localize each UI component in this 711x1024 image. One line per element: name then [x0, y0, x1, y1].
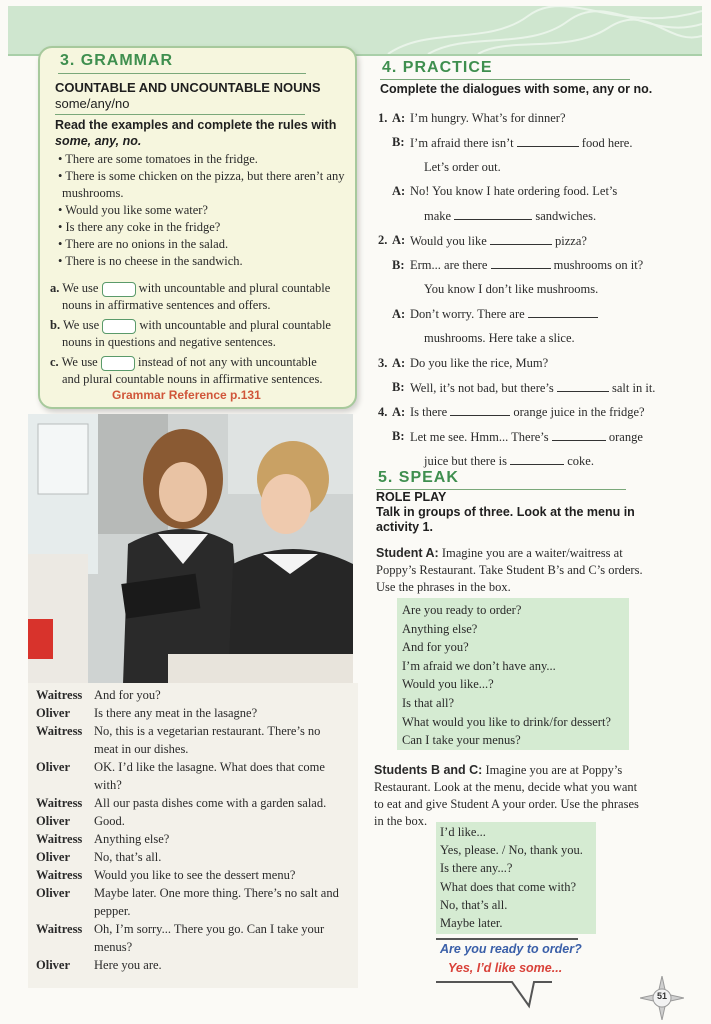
- practice-instruction: Complete the dialogues with some, any or no.: [380, 82, 653, 96]
- speaker-label: B:: [392, 380, 405, 395]
- speak-heading: 5. SPEAK: [378, 469, 459, 486]
- phrase-item: Are you ready to order?: [402, 603, 522, 617]
- example-line: • There are some tomatoes in the fridge.: [58, 152, 258, 166]
- dialogue-line: pepper.: [94, 904, 131, 918]
- phrase-item: Is there any...?: [440, 861, 513, 876]
- answer-blank[interactable]: [490, 233, 552, 245]
- practice-line: [378, 180, 688, 205]
- answer-blank[interactable]: [450, 404, 510, 416]
- dialogue-speaker: Oliver: [36, 886, 71, 900]
- practice-text: [410, 306, 598, 322]
- rule-post: with uncountable and plural countable: [139, 318, 331, 332]
- practice-line: [378, 106, 688, 131]
- dialogue-speaker: Waitress: [36, 868, 83, 882]
- student-a-text: Imagine you are a waiter/waitress at: [441, 546, 623, 560]
- dialogue-line: Anything else?: [94, 832, 170, 846]
- grammar-rule-2: [55, 114, 305, 115]
- dialogue-row: [36, 956, 358, 974]
- practice-text: [410, 233, 587, 249]
- phrase-item: Anything else?: [402, 621, 478, 636]
- item-number: 3.: [378, 355, 388, 370]
- rule-c: [50, 354, 350, 371]
- dialogue-text: [94, 686, 358, 704]
- student-bc-text: to eat and give Student A your order. Use the phrases: [374, 797, 639, 811]
- speaker-label: A:: [392, 110, 406, 125]
- student-bc-text: Imagine you are at Poppy’s: [485, 763, 623, 777]
- dialogue-text: [94, 812, 358, 830]
- text-before-blank: Don’t worry. There are: [410, 307, 525, 322]
- item-number: 2.: [378, 233, 388, 248]
- speak-instruction: Talk in groups of three. Look at the menu in activity 1.: [376, 505, 635, 534]
- rule-pre: We use: [62, 318, 100, 332]
- dialogue-speaker: Oliver: [36, 706, 71, 720]
- example-line: • Would you like some water?: [58, 203, 208, 217]
- dialogue-text: [94, 848, 358, 866]
- dialogue-row: [36, 848, 358, 866]
- grammar-instruction-2: some, any, no.: [55, 134, 142, 148]
- grammar-subtitle: some/any/no: [55, 96, 130, 111]
- phrase-item: Would you like...?: [402, 677, 494, 692]
- dialogue-text: [94, 920, 358, 956]
- bubble-question: Are you ready to order?: [440, 942, 582, 956]
- practice-text: Do you like the rice, Mum?: [410, 355, 549, 370]
- phrase-item: Maybe later.: [440, 916, 503, 931]
- student-bc-block: [374, 762, 639, 830]
- example-line: mushrooms.: [62, 186, 124, 200]
- dialogue-row: [36, 920, 358, 956]
- dialogue: [36, 686, 358, 974]
- answer-blank[interactable]: [510, 453, 564, 465]
- grammar-reference-link[interactable]: Grammar Reference p.131: [112, 388, 261, 402]
- text-after-blank: coke.: [567, 454, 594, 469]
- example-line: • There are no onions in the salad.: [58, 237, 229, 251]
- grammar-rules: [50, 280, 350, 388]
- practice-line: [378, 376, 688, 401]
- text-after-blank: mushrooms on it?: [553, 258, 644, 273]
- text-after-blank: pizza?: [555, 233, 587, 248]
- text-before-blank: Would you like: [410, 233, 487, 248]
- text-after-blank: sandwiches.: [535, 209, 597, 224]
- practice-text: [410, 208, 596, 224]
- dialogue-row: [36, 812, 358, 830]
- answer-blank[interactable]: [528, 306, 598, 318]
- dialogue-speaker: Oliver: [36, 958, 71, 972]
- practice-text: No! You know I hate ordering food. Let’s: [410, 184, 618, 199]
- answer-blank[interactable]: [557, 380, 609, 392]
- dialogue-line: menus?: [94, 940, 133, 954]
- photo-illustration: [28, 414, 353, 684]
- speaker-label: B:: [392, 257, 405, 272]
- grammar-rule: [58, 73, 306, 74]
- example-line: • There is some chicken on the pizza, but there aren’t any: [58, 169, 345, 183]
- student-a-text: Use the phrases in the box.: [376, 580, 511, 594]
- bubble-top-line: [436, 938, 578, 940]
- bubble-answer: Yes, I’d like some...: [448, 961, 563, 975]
- dialogue-line: Maybe later. One more thing. There’s no salt and: [94, 886, 339, 900]
- practice-rule: [380, 79, 630, 80]
- dialogue-speaker: Waitress: [36, 922, 83, 936]
- dialogue-speaker: Oliver: [36, 850, 71, 864]
- grammar-instruction: Read the examples and complete the rules with: [55, 118, 337, 132]
- dialogue-line: No, this is a vegetarian restaurant. There’s no: [94, 724, 321, 738]
- practice-text: You know I don’t like mushrooms.: [424, 282, 599, 297]
- item-number: 4.: [378, 404, 388, 419]
- phrase-item: I’d like...: [440, 825, 486, 839]
- practice-line: [378, 400, 688, 425]
- practice-line: [378, 351, 688, 376]
- text-before-blank: Erm... are there: [410, 258, 488, 273]
- phrase-item: No, that’s all.: [440, 897, 508, 912]
- practice-line: [378, 253, 688, 278]
- practice-text: [410, 380, 655, 396]
- text-after-blank: orange: [608, 429, 643, 444]
- restaurant-photo: [28, 414, 353, 684]
- speak-subheading: ROLE PLAY: [376, 490, 447, 504]
- practice-text: [410, 404, 645, 420]
- student-a-text: Poppy’s Restaurant. Take Student B’s and C’s orders.: [376, 563, 643, 577]
- dialogue-row: [36, 884, 358, 920]
- text-before-blank: Let me see. Hmm... There’s: [410, 429, 549, 444]
- rule-a: [50, 280, 350, 297]
- practice-line: [378, 327, 688, 352]
- rule-answer-box[interactable]: [102, 282, 136, 297]
- practice-text: Let’s order out.: [424, 159, 501, 174]
- dialogue-speaker: Oliver: [36, 814, 71, 828]
- rule-b-cont: nouns in questions and negative sentences.: [62, 335, 276, 349]
- rule-letter: a.: [50, 281, 60, 295]
- page-number: 51: [656, 991, 667, 1001]
- speaker-label: A:: [392, 233, 406, 248]
- practice-text: [410, 135, 632, 151]
- dialogue-text: [94, 884, 358, 920]
- dialogue-line: with?: [94, 778, 122, 792]
- dialogue-text: [94, 866, 358, 884]
- dialogue-text: [94, 758, 358, 794]
- dialogue-row: [36, 686, 358, 704]
- text-before-blank: I’m afraid there isn’t: [410, 135, 514, 150]
- dialogue-text: [94, 704, 358, 722]
- dialogue-row: [36, 866, 358, 884]
- dialogue-line: All our pasta dishes come with a garden salad.: [94, 796, 327, 810]
- rule-post: instead of not any with uncountable: [137, 355, 317, 369]
- grammar-examples: [58, 151, 348, 270]
- text-before-blank: Well, it’s not bad, but there’s: [410, 380, 554, 395]
- speaker-label: A:: [392, 306, 406, 321]
- student-a-label: Student A:: [376, 546, 439, 560]
- phrase-list-a: [402, 601, 611, 750]
- student-a-block: [376, 545, 643, 596]
- text-after-blank: orange juice in the fridge?: [513, 405, 645, 420]
- dialogue-line: Here you are.: [94, 958, 162, 972]
- text-before-blank: juice but there is: [424, 454, 507, 469]
- dialogue-line: No, that’s all.: [94, 850, 162, 864]
- phrase-item: Can I take your menus?: [402, 733, 521, 748]
- dialogue-row: [36, 758, 358, 794]
- dialogue-text: [94, 794, 358, 812]
- rule-answer-box[interactable]: [102, 319, 136, 334]
- dialogue-line: Oh, I’m sorry... There you go. Can I take your: [94, 922, 325, 936]
- example-line: • There is no cheese in the sandwich.: [58, 254, 243, 268]
- text-before-blank: Is there: [410, 405, 448, 420]
- dialogue-row: [36, 794, 358, 812]
- grammar-title: COUNTABLE AND UNCOUNTABLE NOUNS: [55, 80, 321, 95]
- dialogue-line: And for you?: [94, 688, 161, 702]
- dialogue-line: Would you like to see the dessert menu?: [94, 868, 296, 882]
- answer-blank[interactable]: [454, 208, 532, 220]
- rule-letter: c.: [50, 355, 59, 369]
- dialogue-text: [94, 956, 358, 974]
- dialogue-text: [94, 830, 358, 848]
- practice-line: [378, 425, 688, 450]
- practice-text: [410, 257, 643, 273]
- practice-text: [410, 453, 594, 469]
- practice-line: [378, 155, 688, 180]
- speaker-label: B:: [392, 429, 405, 444]
- dialogue-speaker: Waitress: [36, 724, 83, 738]
- practice-text: I’m hungry. What’s for dinner?: [410, 110, 566, 125]
- phrase-list-bc: [440, 823, 583, 932]
- dialogue-line: Good.: [94, 814, 125, 828]
- text-before-blank: make: [424, 209, 452, 224]
- practice-line: [378, 302, 688, 327]
- dialogue-line: meat in our dishes.: [94, 742, 189, 756]
- answer-blank[interactable]: [517, 135, 579, 147]
- practice-line: [378, 278, 688, 303]
- practice-dialogues: [378, 106, 688, 474]
- answer-blank[interactable]: [552, 429, 606, 441]
- speech-bubble-tail: [434, 976, 554, 1010]
- rule-pre: We use: [61, 355, 98, 369]
- rule-c-cont: and plural countable nouns in affirmative sentences.: [62, 372, 323, 386]
- phrase-item: Is that all?: [402, 695, 455, 710]
- dialogue-speaker: Waitress: [36, 832, 83, 846]
- answer-blank[interactable]: [491, 257, 551, 269]
- student-bc-text: Restaurant. Look at the menu, decide what you want: [374, 780, 638, 794]
- phrase-item: What does that come with?: [440, 879, 577, 894]
- speaker-label: B:: [392, 135, 405, 150]
- rule-letter: b.: [50, 318, 61, 332]
- student-bc-label: Students B and C:: [374, 763, 483, 777]
- text-after-blank: salt in it.: [612, 380, 656, 395]
- phrase-item: I’m afraid we don’t have any...: [402, 658, 556, 673]
- speaker-label: A:: [392, 404, 406, 419]
- text-after-blank: food here.: [581, 135, 633, 150]
- dialogue-row: [36, 830, 358, 848]
- rule-b: [50, 317, 350, 334]
- grammar-heading: 3. GRAMMAR: [60, 52, 174, 69]
- dialogue-row: [36, 722, 358, 758]
- dialogue-line: Is there any meat in the lasagne?: [94, 706, 258, 720]
- practice-heading: 4. PRACTICE: [382, 59, 493, 76]
- rule-pre: We use: [62, 281, 99, 295]
- dialogue-line: OK. I’d like the lasagne. What does that come: [94, 760, 325, 774]
- phrase-item: And for you?: [402, 640, 469, 655]
- phrase-item: Yes, please. / No, thank you.: [440, 843, 583, 858]
- student-bc-text: in the box.: [374, 814, 428, 828]
- dialogue-text: [94, 722, 358, 758]
- practice-line: [378, 204, 688, 229]
- rule-post: with uncountable and plural countable: [138, 281, 331, 295]
- rule-a-cont: nouns in affirmative sentences and offers.: [62, 298, 271, 312]
- dialogue-speaker: Waitress: [36, 796, 83, 810]
- phrase-item: What would you like to drink/for dessert?: [402, 714, 611, 729]
- practice-line: [378, 131, 688, 156]
- speaker-label: A:: [392, 355, 406, 370]
- item-number: 1.: [378, 110, 388, 125]
- dialogue-speaker: Waitress: [36, 688, 83, 702]
- rule-answer-box[interactable]: [101, 356, 135, 371]
- practice-text: mushrooms. Here take a slice.: [424, 331, 575, 346]
- speaker-label: A:: [392, 184, 406, 199]
- practice-text: [410, 429, 643, 445]
- dialogue-speaker: Oliver: [36, 760, 71, 774]
- dialogue-row: [36, 704, 358, 722]
- example-line: • Is there any coke in the fridge?: [58, 220, 221, 234]
- practice-line: [378, 229, 688, 254]
